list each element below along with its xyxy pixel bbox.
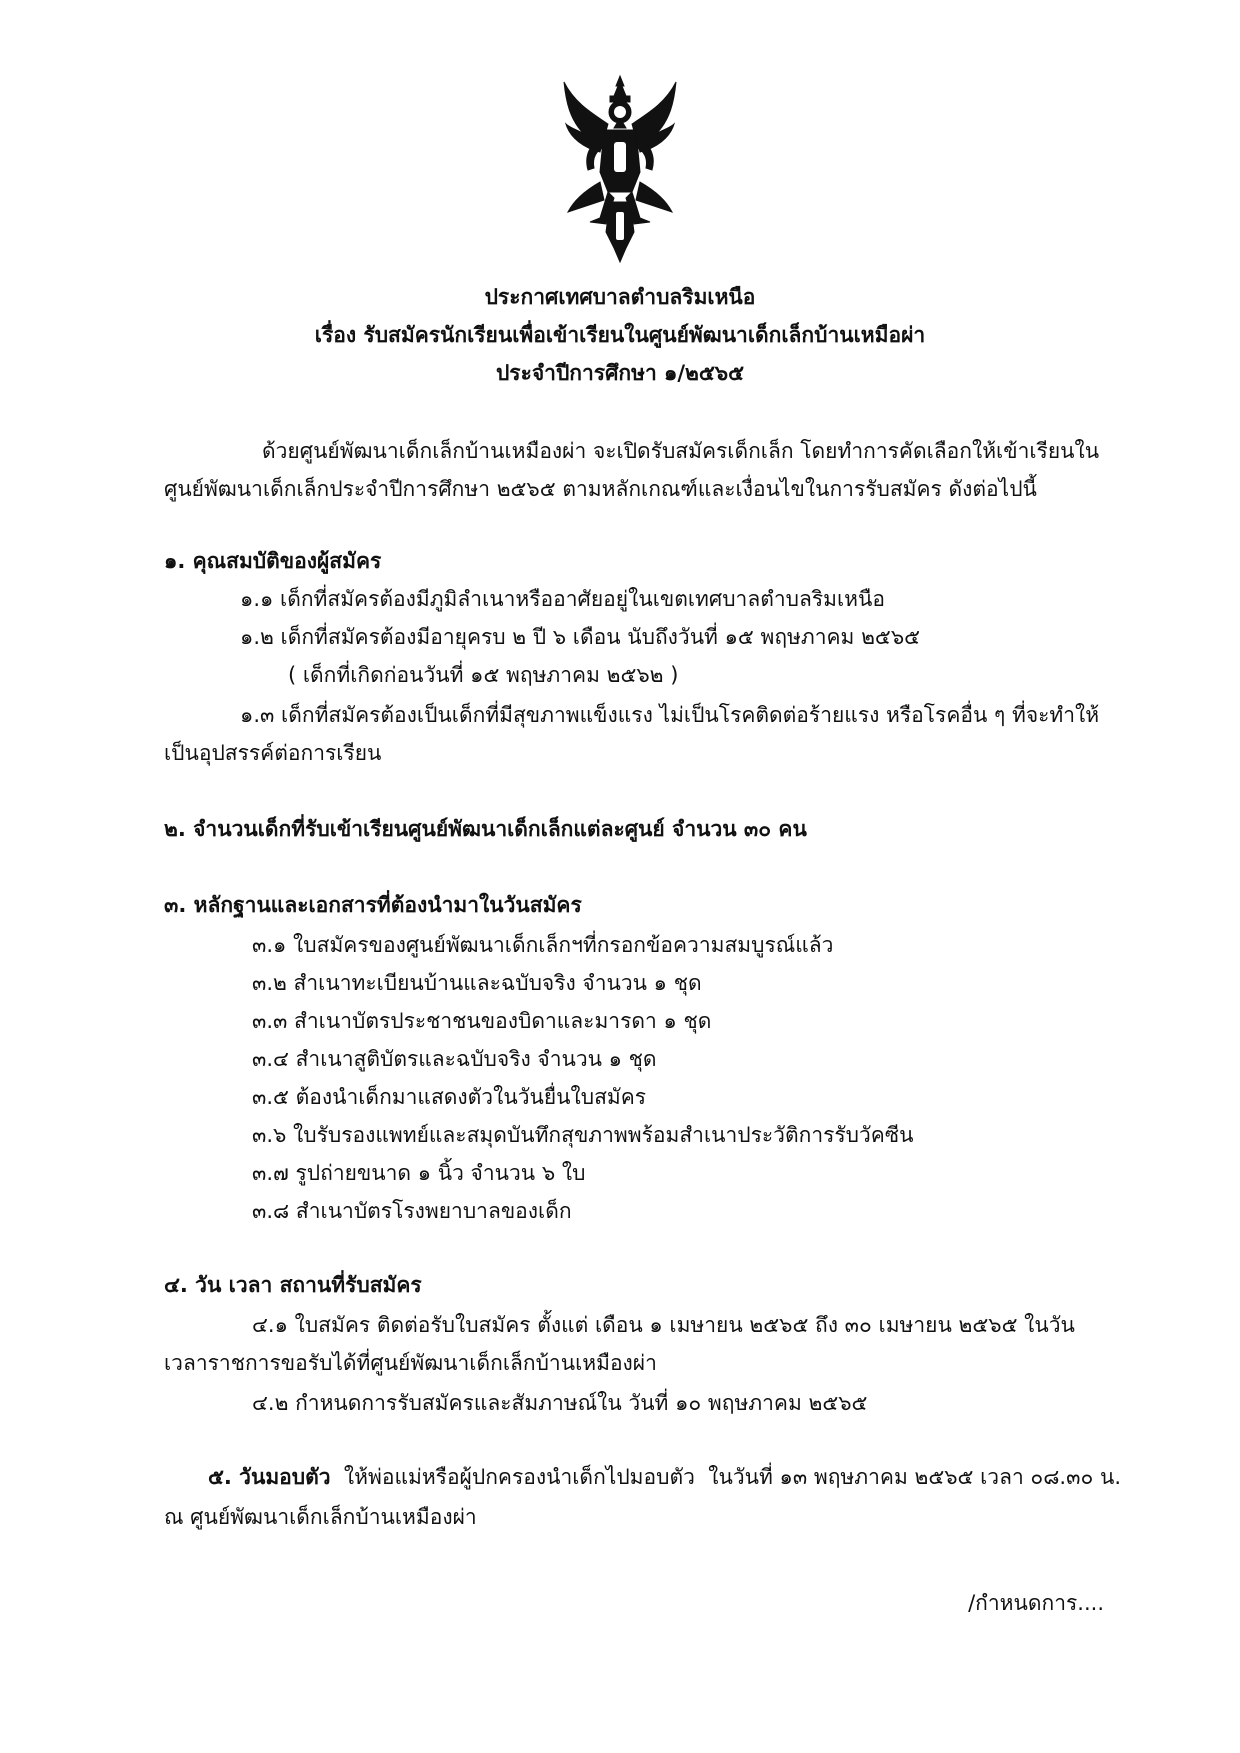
section-4-item-2: ๔.๒ กำหนดการรับสมัครและสัมภาษณ์ใน วันที่ ๑๐ พฤษภาคม ๒๕๖๕ xyxy=(252,1391,868,1415)
section-2-title: ๒. จำนวนเด็กที่รับเข้าเรียนศูนย์พัฒนาเด็กเล็กแต่ละศูนย์ จำนวน ๓๐ คน xyxy=(164,817,807,841)
section-1-item-2-note: ( เด็กที่เกิดก่อนวันที่ ๑๕ พฤษภาคม ๒๕๖๒ ) xyxy=(288,663,679,687)
section-4-item-1-continuation: เวลาราชการขอรับได้ที่ศูนย์พัฒนาเด็กเล็กบ้านเหมืองผ่า xyxy=(164,1351,657,1375)
section-3-title: ๓. หลักฐานและเอกสารที่ต้องนำมาในวันสมัคร xyxy=(164,893,582,917)
section-4-title: ๔. วัน เวลา สถานที่รับสมัคร xyxy=(164,1273,422,1297)
intro-paragraph-line1: ด้วยศูนย์พัฒนาเด็กเล็กบ้านเหมืองผ่า จะเปิดรับสมัครเด็กเล็ก โดยทำการคัดเลือกให้เข้าเรียนใน xyxy=(262,439,1100,463)
section-3-item: ๓.๕ ต้องนำเด็กมาแสดงตัวในวันยื่นใบสมัคร xyxy=(252,1085,647,1109)
announcement-issuer: ประกาศเทศบาลตำบลริมเหนือ xyxy=(484,285,756,309)
section-3-item: ๓.๔ สำเนาสูติบัตรและฉบับจริง จำนวน ๑ ชุด xyxy=(252,1047,657,1071)
section-5-line xyxy=(208,1462,1121,1492)
section-1-item-3: ๑.๓ เด็กที่สมัครต้องเป็นเด็กที่มีสุขภาพแข็งแรง ไม่เป็นโรคติดต่อร้ายแรง หรือโรคอื่น ๆ ที่จะทำให้ xyxy=(240,703,1100,727)
section-3-item: ๓.๘ สำเนาบัตรโรงพยาบาลของเด็ก xyxy=(252,1199,572,1223)
section-3-item: ๓.๒ สำเนาทะเบียนบ้านและฉบับจริง จำนวน ๑ ชุด xyxy=(252,971,702,995)
section-5-title: ๕. วันมอบตัว xyxy=(208,1465,331,1489)
section-1-item-1: ๑.๑ เด็กที่สมัครต้องมีภูมิลำเนาหรืออาศัยอยู่ในเขตเทศบาลตำบลริมเหนือ xyxy=(240,587,885,611)
section-5-text: ให้พ่อแม่หรือผู้ปกครองนำเด็กไปมอบตัว ในวันที่ ๑๓ พฤษภาคม ๒๕๖๕ เวลา ๐๘.๓๐ น. xyxy=(330,1465,1121,1489)
section-4-item-1: ๔.๑ ใบสมัคร ติดต่อรับใบสมัคร ตั้งแต่ เดือน ๑ เมษายน ๒๕๖๕ ถึง ๓๐ เมษายน ๒๕๖๕ ในวัน xyxy=(252,1313,1075,1337)
section-3-item: ๓.๖ ใบรับรองแพทย์และสมุดบันทึกสุขภาพพร้อมสำเนาประวัติการรับวัคซีน xyxy=(252,1123,914,1147)
section-1-title: ๑. คุณสมบัติของผู้สมัคร xyxy=(164,549,382,573)
section-3-item: ๓.๓ สำเนาบัตรประชาชนของบิดาและมารดา ๑ ชุด xyxy=(252,1009,712,1033)
page-continuation-marker: /กำหนดการ.... xyxy=(968,1591,1104,1615)
academic-year: ประจำปีการศึกษา ๑/๒๕๖๕ xyxy=(495,361,745,385)
section-3-item: ๓.๗ รูปถ่ายขนาด ๑ นิ้ว จำนวน ๖ ใบ xyxy=(252,1161,586,1185)
garuda-emblem-icon xyxy=(560,72,680,264)
announcement-subject: เรื่อง รับสมัครนักเรียนเพื่อเข้าเรียนในศูนย์พัฒนาเด็กเล็กบ้านเหมือผ่า xyxy=(314,323,926,347)
section-5-continuation: ณ ศูนย์พัฒนาเด็กเล็กบ้านเหมืองผ่า xyxy=(164,1505,477,1529)
intro-paragraph-line2: ศูนย์พัฒนาเด็กเล็กประจำปีการศึกษา ๒๕๖๕ ตามหลักเกณฑ์และเงื่อนไขในการรับสมัคร ดังต่อไปนี้ xyxy=(164,477,1037,501)
section-3-item: ๓.๑ ใบสมัครของศูนย์พัฒนาเด็กเล็กฯที่กรอกข้อความสมบูรณ์แล้ว xyxy=(252,933,834,957)
section-1-item-2: ๑.๒ เด็กที่สมัครต้องมีอายุครบ ๒ ปี ๖ เดือน นับถึงวันที่ ๑๕ พฤษภาคม ๒๕๖๕ xyxy=(240,625,921,649)
section-1-item-3-continuation: เป็นอุปสรรค์ต่อการเรียน xyxy=(164,741,382,765)
